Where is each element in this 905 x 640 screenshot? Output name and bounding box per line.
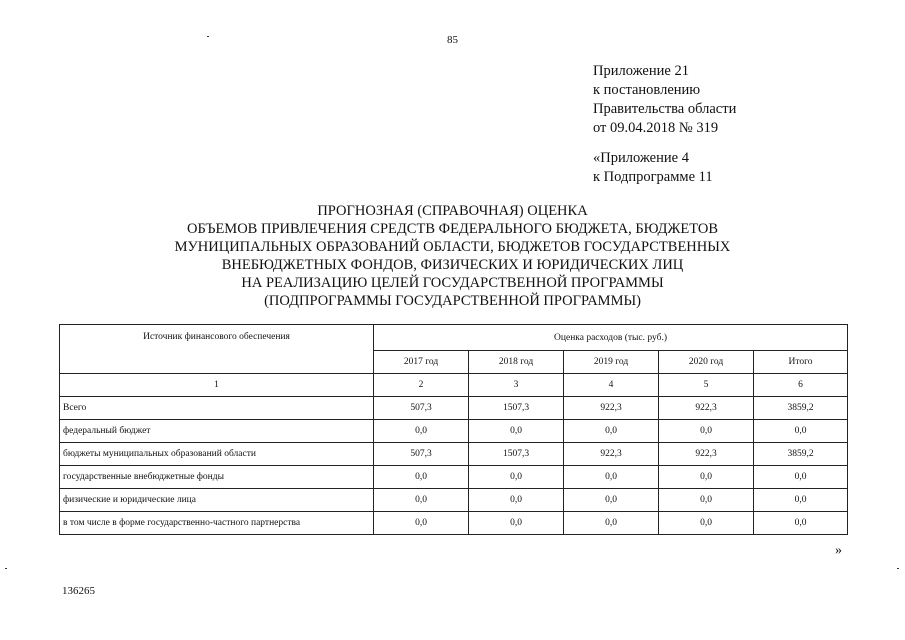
table-row	[60, 466, 848, 489]
row-value: 0,0	[374, 420, 469, 443]
column-number: 1	[60, 374, 374, 397]
document-code: 136265	[62, 585, 95, 597]
finance-table	[59, 324, 848, 535]
row-value: 1507,3	[469, 443, 564, 466]
row-value: 0,0	[564, 512, 659, 535]
header-estimate: Оценка расходов (тыс. руб.)	[374, 325, 848, 351]
row-value: 0,0	[564, 489, 659, 512]
title-line: (ПОДПРОГРАММЫ ГОСУДАРСТВЕННОЙ ПРОГРАММЫ)	[264, 293, 641, 309]
document-title	[0, 202, 905, 310]
appendix-line: Приложение 21	[593, 63, 689, 79]
row-value: 0,0	[469, 489, 564, 512]
row-label: Всего	[60, 397, 374, 420]
row-label: в том числе в форме государственно-частного партнерства	[60, 512, 374, 535]
row-label: бюджеты муниципальных образований области	[60, 443, 374, 466]
table-row	[60, 443, 848, 466]
closing-quote: »	[835, 543, 842, 558]
appendix-line: «Приложение 4	[593, 150, 689, 166]
scan-speck	[5, 568, 7, 569]
row-value: 922,3	[564, 397, 659, 420]
title-line: НА РЕАЛИЗАЦИЮ ЦЕЛЕЙ ГОСУДАРСТВЕННОЙ ПРОГРАММЫ	[241, 275, 664, 291]
column-number: 2	[374, 374, 469, 397]
scan-speck	[897, 568, 899, 569]
row-value: 0,0	[659, 466, 754, 489]
row-total: 0,0	[754, 420, 848, 443]
column-number: 5	[659, 374, 754, 397]
row-value: 922,3	[659, 397, 754, 420]
row-total: 3859,2	[754, 397, 848, 420]
row-value: 0,0	[659, 420, 754, 443]
row-value: 0,0	[659, 489, 754, 512]
page-number: 85	[447, 34, 458, 46]
row-value: 507,3	[374, 397, 469, 420]
row-value: 0,0	[374, 489, 469, 512]
row-value: 0,0	[469, 420, 564, 443]
table-row	[60, 397, 848, 420]
scan-speck	[207, 36, 209, 37]
row-total: 0,0	[754, 466, 848, 489]
row-total: 3859,2	[754, 443, 848, 466]
row-value: 0,0	[564, 466, 659, 489]
row-value: 0,0	[374, 512, 469, 535]
row-value: 0,0	[659, 512, 754, 535]
header-source: Источник финансового обеспечения	[60, 325, 374, 374]
appendix-line: от 09.04.2018 № 319	[593, 120, 719, 136]
appendix-line: Правительства области	[593, 101, 737, 117]
row-total: 0,0	[754, 489, 848, 512]
header-total: Итого	[754, 351, 848, 374]
row-value: 922,3	[564, 443, 659, 466]
subprogram-appendix-reference	[593, 149, 713, 187]
table-row	[60, 489, 848, 512]
row-value: 0,0	[564, 420, 659, 443]
row-value: 0,0	[469, 512, 564, 535]
header-year: 2017 год	[374, 351, 469, 374]
title-line: ОБЪЕМОВ ПРИВЛЕЧЕНИЯ СРЕДСТВ ФЕДЕРАЛЬНОГО БЮДЖЕТА, БЮДЖЕТОВ	[186, 221, 719, 237]
row-total: 0,0	[754, 512, 848, 535]
column-number: 6	[754, 374, 848, 397]
row-value: 922,3	[659, 443, 754, 466]
title-line: МУНИЦИПАЛЬНЫХ ОБРАЗОВАНИЙ ОБЛАСТИ, БЮДЖЕТОВ ГОСУДАРСТВЕННЫХ	[174, 239, 731, 255]
row-label: федеральный бюджет	[60, 420, 374, 443]
column-number-row	[60, 374, 848, 397]
appendix-line: к Подпрограмме 11	[593, 169, 713, 185]
header-year: 2019 год	[564, 351, 659, 374]
row-value: 0,0	[374, 466, 469, 489]
column-number: 4	[564, 374, 659, 397]
title-line: ВНЕБЮДЖЕТНЫХ ФОНДОВ, ФИЗИЧЕСКИХ И ЮРИДИЧЕСКИХ ЛИЦ	[221, 257, 684, 273]
row-value: 1507,3	[469, 397, 564, 420]
table-row	[60, 420, 848, 443]
title-line: ПРОГНОЗНАЯ (СПРАВОЧНАЯ) ОЦЕНКА	[317, 203, 588, 219]
header-year: 2018 год	[469, 351, 564, 374]
row-label: физические и юридические лица	[60, 489, 374, 512]
appendix-line: к постановлению	[593, 82, 701, 98]
row-label: государственные внебюджетные фонды	[60, 466, 374, 489]
column-number: 3	[469, 374, 564, 397]
appendix-reference	[593, 62, 736, 138]
table-row	[60, 512, 848, 535]
header-year: 2020 год	[659, 351, 754, 374]
row-value: 0,0	[469, 466, 564, 489]
row-value: 507,3	[374, 443, 469, 466]
